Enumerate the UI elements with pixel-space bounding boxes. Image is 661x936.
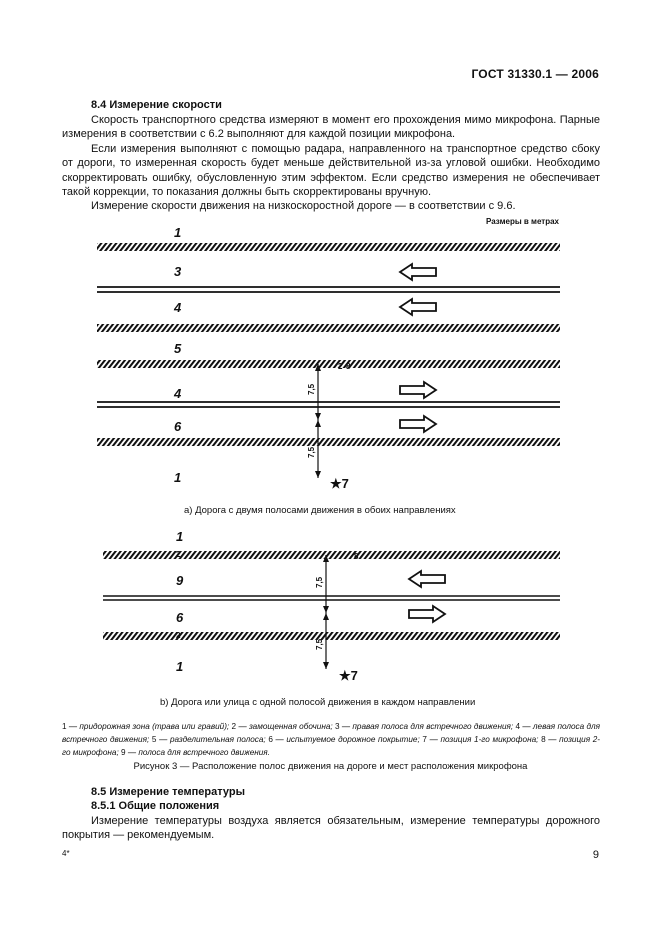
roadside-hatch xyxy=(103,551,560,559)
diagram-a-caption: а) Дорога с двумя полосами движения в обоих направлениях xyxy=(184,505,456,516)
zone-label: 1 xyxy=(174,225,182,240)
zone-label: 4 xyxy=(174,300,182,315)
legend-number: 1 xyxy=(62,722,67,731)
roadside-hatch xyxy=(97,324,560,332)
diagram-b-caption: b) Дорога или улица с одной полосой движения в каждом направлении xyxy=(160,697,476,708)
diagram-b xyxy=(103,529,560,683)
dimension-arrowhead xyxy=(315,420,321,427)
page-number: 9 xyxy=(592,849,599,861)
dimension-label: 7,5 xyxy=(307,383,316,395)
arrow-left-icon xyxy=(400,299,436,315)
arrow-right-icon xyxy=(400,382,436,398)
dimension-label: 7,5 xyxy=(315,638,324,650)
microphone-1-label: ★7 xyxy=(330,476,349,491)
units-note: Размеры в метрах xyxy=(486,217,559,226)
zone-label: 1 xyxy=(176,659,184,674)
dimension-arrowhead xyxy=(315,413,321,420)
legend-text: — полоса для встречного движения. xyxy=(125,747,270,757)
legend-number: 8 xyxy=(541,734,546,744)
legend-number: 7 xyxy=(422,734,427,744)
legend-text: — левая полоса для встречного движения; xyxy=(62,722,600,744)
roadside-hatch xyxy=(97,243,560,251)
zone-label: 3 xyxy=(174,264,182,279)
dimension-label: 7,5 xyxy=(307,446,316,458)
zone-label: 6 xyxy=(176,610,184,625)
legend-text: — испытуемое дорожное покрытие; xyxy=(272,734,423,744)
paragraph: Измерение скорости движения на низкоскоростной дороге — в соответствии с 9.6. xyxy=(91,200,516,213)
arrow-left-icon xyxy=(409,571,445,587)
shoulder-label: 2 xyxy=(338,362,343,371)
dimension-arrowhead xyxy=(323,606,329,613)
legend-text: — разделительная полоса; xyxy=(156,734,269,744)
legend-number: 6 xyxy=(268,734,273,744)
legend-text: — придорожная зона (трава или гравий); xyxy=(66,722,232,731)
legend-number: 4 xyxy=(515,722,521,731)
dimension-arrowhead xyxy=(315,471,321,478)
dimension-arrowhead xyxy=(323,613,329,620)
zone-label: 4 xyxy=(174,386,182,401)
paragraph: Скорость транспортного средства измеряют в момент его прохождения мимо микрофона. Парные измерения в соответствии с 6.2 выполняют для каждой позиции микрофона. xyxy=(62,114,600,141)
mic-position-label: 8 xyxy=(354,552,359,561)
roadside-hatch xyxy=(97,438,560,446)
legend-number: 3 xyxy=(334,722,340,731)
section-title-8-5-1: 8.5.1 Общие положения xyxy=(91,800,220,812)
zone-label: 1 xyxy=(174,470,182,485)
mic-position-label: 8 xyxy=(346,362,351,371)
arrow-left-icon xyxy=(400,264,436,280)
paragraph: Измерение температуры воздуха является обязательным, измерение температуры дорожного покрытия — рекомендуемым. xyxy=(62,815,600,842)
dimension-label: 7,5 xyxy=(315,576,324,588)
legend-text: — замощенная обочина; xyxy=(236,722,335,731)
legend-text: — позиция 1-го микрофона; xyxy=(426,734,542,744)
zone-label: 1 xyxy=(176,529,184,544)
legend-text: — правая полоса для встречного движения; xyxy=(339,722,516,731)
section-title-8-4: 8.4 Измерение скорости xyxy=(91,99,222,111)
diagram-a xyxy=(97,225,560,491)
shoulder-label: 2 xyxy=(176,550,181,559)
arrow-right-icon xyxy=(400,416,436,432)
paragraph: Если измерения выполняют с помощью радара, направленного на транспортное средство сбоку от дороги, то измеренная скорость будет меньше действительной из-за угловой ошибки. Необходимо скорректировать ошибку, обусловленную этим эффектом. Если средство измерения не обеспечивает такой коррекции, то показания должны быть скорректированы вручную. xyxy=(62,142,600,199)
roadside-hatch xyxy=(97,360,560,368)
legend-text: — позиция 2-го микрофона; xyxy=(62,734,600,757)
microphone-1-label: ★7 xyxy=(339,668,358,683)
zone-label: 5 xyxy=(174,341,182,356)
roadside-hatch xyxy=(103,632,560,640)
legend-number: 9 xyxy=(121,747,126,757)
legend-number: 5 xyxy=(151,734,157,744)
zone-label: 6 xyxy=(174,419,182,434)
zone-label: 9 xyxy=(176,573,184,588)
sheet-mark: 4* xyxy=(62,849,70,858)
arrow-right-icon xyxy=(409,606,445,622)
document-header: ГОСТ 31330.1 — 2006 xyxy=(471,67,599,81)
figure-caption: Рисунок 3 — Расположение полос движения на дороге и мест расположения микрофона xyxy=(133,761,528,772)
section-title-8-5: 8.5 Измерение температуры xyxy=(91,786,245,798)
section-8-5-1-body xyxy=(62,814,600,843)
shoulder-label: 2 xyxy=(176,631,181,640)
figure-legend xyxy=(62,721,600,759)
dimension-arrowhead xyxy=(323,662,329,669)
legend-number: 2 xyxy=(231,722,237,731)
